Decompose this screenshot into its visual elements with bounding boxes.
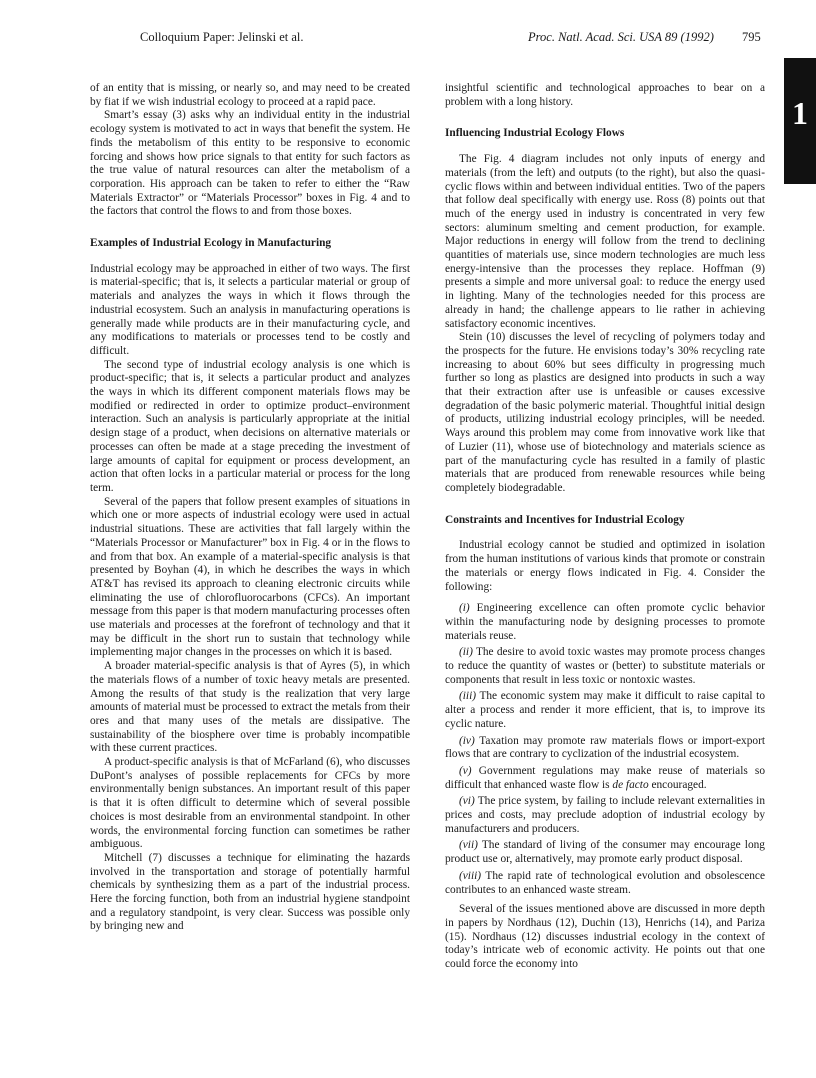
item-number: (iv) xyxy=(459,734,475,747)
paragraph: Stein (10) discusses the level of recycling of polymers today and the prospects for the future. He envisions today’s 30% recycling rate increasing to about 60% but sees difficulty in progressing much further so long as plastics are designed into products in such a way that their extraction after use is unfeasible or causes excessive degradation of the basic polymeric material. Thoughtful initial design of products, utilizing industrial ecology principles, will be needed. Ways around this problem may come from innovative work like that of Luzier (11), whose use of biotechnology and materials science as part of the manufacturing cycle has resulted in a family of plastic materials that are produced from renewable resources while being completely biodegradable. xyxy=(445,331,765,494)
paragraph: Industrial ecology cannot be studied and optimized in isolation from the human institutions of various kinds that promote or constrain the materials or energy flows indicated in Fig. 4. Consider the following: xyxy=(445,539,765,593)
item-number: (v) xyxy=(459,764,472,777)
paragraph: Several of the papers that follow present examples of situations in which one or more aspects of industrial ecology were used in actual industrial situations. These are activities that fall largely within the “Materials Processor or Manufacturer” box in Fig. 4 or in the flows to and from that box. An example of a material-specific analysis is that presented by Boyhan (4), in which he describes the ways in which AT&T has revised its approach to cleaning electronic circuits while eliminating the use of chlorofluorocarbons (CFCs). An important message from this paper is that modern manufacturing processes often use materials and processes at the forefront of technology and that it may be difficult in the short run to sustain that technology while implementing major changes in the processes on which it is based. xyxy=(90,495,410,659)
header-journal: Proc. Natl. Acad. Sci. USA 89 (1992) xyxy=(528,30,714,44)
header-authors: Colloquium Paper: Jelinski et al. xyxy=(140,30,304,44)
item-text: The price system, by failing to include relevant externalities in prices and costs, may preclude adoption of industrial ecology by manufacturers and producers. xyxy=(445,795,765,835)
paragraph: The second type of industrial ecology analysis is one which is product-specific; that is, it selects a particular product and analyzes the ways in which its different component materials flows may be modified or redirected in order to optimize product–environment interaction. Such an analysis is particularly appropriate at the initial design stage of a product, when decisions on alternative materials or processes can often be made at a stage preceding the investment of large amounts of capital for equipment or process development, an action that often locks in a particular material or process for the long term. xyxy=(90,358,410,494)
list-item xyxy=(445,646,765,687)
item-text: Engineering excellence can often promote cyclic behavior within the manufacturing node by designing processes to promote materials reuse. xyxy=(445,602,765,642)
list-item xyxy=(445,795,765,836)
item-text-tail: encouraged. xyxy=(651,778,707,791)
section-heading: Constraints and Incentives for Industrial Ecology xyxy=(445,513,685,526)
page-number: 795 xyxy=(742,30,761,44)
paragraph: A product-specific analysis is that of McFarland (6), who discusses DuPont’s analyses of possible replacements for CFCs by more environmentally benign substances. An important result of this paper is that it is often difficult to determine which of several possible choices is most desirable from an environmental standpoint. In other words, the environmental forcing function can sometimes be rather ambiguous. xyxy=(90,756,410,851)
paragraph: The Fig. 4 diagram includes not only inputs of energy and materials (from the left) and outputs (to the right), but also the quasi-cyclic flows within and between individual entities. Two of the papers that follow deal specifically with energy use. Ross (8) points out that much of the energy used in industry is concentrated in very few sectors: aluminum smelting and cement production, for example. Major reductions in energy will follow from the trend to declining quantities of materials use, since modern technologies are much less energy-intensive than the processes they replace. Hoffman (9) presents a simple and more universal goal: to reduce the energy used in lighting. Many of the technologies needed for this process are already in hand; the challenge appears to lie rather in achieving satisfactory economic incentives. xyxy=(445,153,765,330)
list-item xyxy=(445,870,765,897)
paragraph: Several of the issues mentioned above are discussed in more depth in papers by Nordhaus (12), Duchin (13), Henrichs (14), and Pariza (15). Nordhaus (12) discusses industrial ecology in the context of today’s intricate web of economic activity. He points out that one could force the economy into xyxy=(445,903,765,971)
right-column xyxy=(445,82,765,972)
item-emphasis: de facto xyxy=(612,778,649,791)
left-column xyxy=(90,82,410,934)
paragraph: insightful scientific and technological approaches to bear on a problem with a long history. xyxy=(445,82,765,108)
paragraph: of an entity that is missing, or nearly so, and may need to be created by fiat if we wish industrial ecology to proceed at a rapid pace. xyxy=(90,82,410,108)
item-text: The desire to avoid toxic wastes may promote process changes to reduce the quantity of wastes or (better) to substitute materials or components that result in less toxic or nontoxic wastes. xyxy=(445,646,765,686)
paragraph: Smart’s essay (3) asks why an individual entity in the industrial ecology system is motivated to act in ways that benefit the system. He finds the metabolism of this entity to be responsive to economic forcing and shows how price signals to that entity for such factors as the true value of natural resources can alter the metabolism of a corporation. His approach can be taken to refer to either the “Raw Materials Extractor” or “Materials Processor” boxes in Fig. 4 and to the factors that control the flows to and from those boxes. xyxy=(90,109,410,218)
constraints-list xyxy=(445,602,765,897)
section-tab: 1 xyxy=(784,58,816,184)
item-text: The economic system may make it difficult to raise capital to alter a process and render it more efficient, that is, to improve its cyclic nature. xyxy=(445,690,765,730)
list-item xyxy=(445,690,765,731)
item-number: (vi) xyxy=(459,795,475,808)
paragraph: A broader material-specific analysis is that of Ayres (5), in which the materials flows of a number of toxic heavy metals are presented. Among the results of that study is the realization that very large amounts of material must be processed to extract the metals from their ores and that many uses of the metals are dissipative. The sustainability of the biosphere over time is probably incompatible with these current practices. xyxy=(90,660,410,755)
item-text: The rapid rate of technological evolution and obsolescence contributes to an enhanced waste stream. xyxy=(445,869,765,896)
section-heading: Influencing Industrial Ecology Flows xyxy=(445,127,625,140)
item-number: (vii) xyxy=(459,839,478,852)
item-text: Taxation may promote raw materials flows or import-export flows that are contrary to cyclization of the industrial ecosystem. xyxy=(445,734,765,761)
item-number: (viii) xyxy=(459,869,482,882)
list-item xyxy=(445,765,765,792)
item-text: Government regulations may make reuse of materials so difficult that enhanced waste flow is xyxy=(445,764,765,791)
item-number: (i) xyxy=(459,602,470,615)
item-text: The standard of living of the consumer may encourage long product use or, alternatively, may promote early product disposal. xyxy=(445,839,765,866)
list-item xyxy=(445,839,765,866)
list-item xyxy=(445,735,765,762)
item-number: (iii) xyxy=(459,690,477,703)
item-number: (ii) xyxy=(459,646,473,659)
section-heading: Examples of Industrial Ecology in Manufacturing xyxy=(90,237,332,250)
list-item xyxy=(445,602,765,643)
running-header xyxy=(0,30,816,54)
paragraph: Industrial ecology may be approached in either of two ways. The first is material-specific; that is, it selects a particular material or group of materials and analyzes the ways in which it flows through the industrial ecosystem. Such an analysis in manufacturing operations is generally made while products are in their manufacturing cycle, and any modifications to materials or processes tend to be costly and difficult. xyxy=(90,262,410,357)
paragraph: Mitchell (7) discusses a technique for eliminating the hazards involved in the transportation and storage of potentially harmful chemicals by synthesizing them as a part of the industrial process. Here the forcing function, both from an industrial hygiene standpoint and a regulatory standpoint, is very clear. Success was possible only by bringing new and xyxy=(90,851,410,933)
